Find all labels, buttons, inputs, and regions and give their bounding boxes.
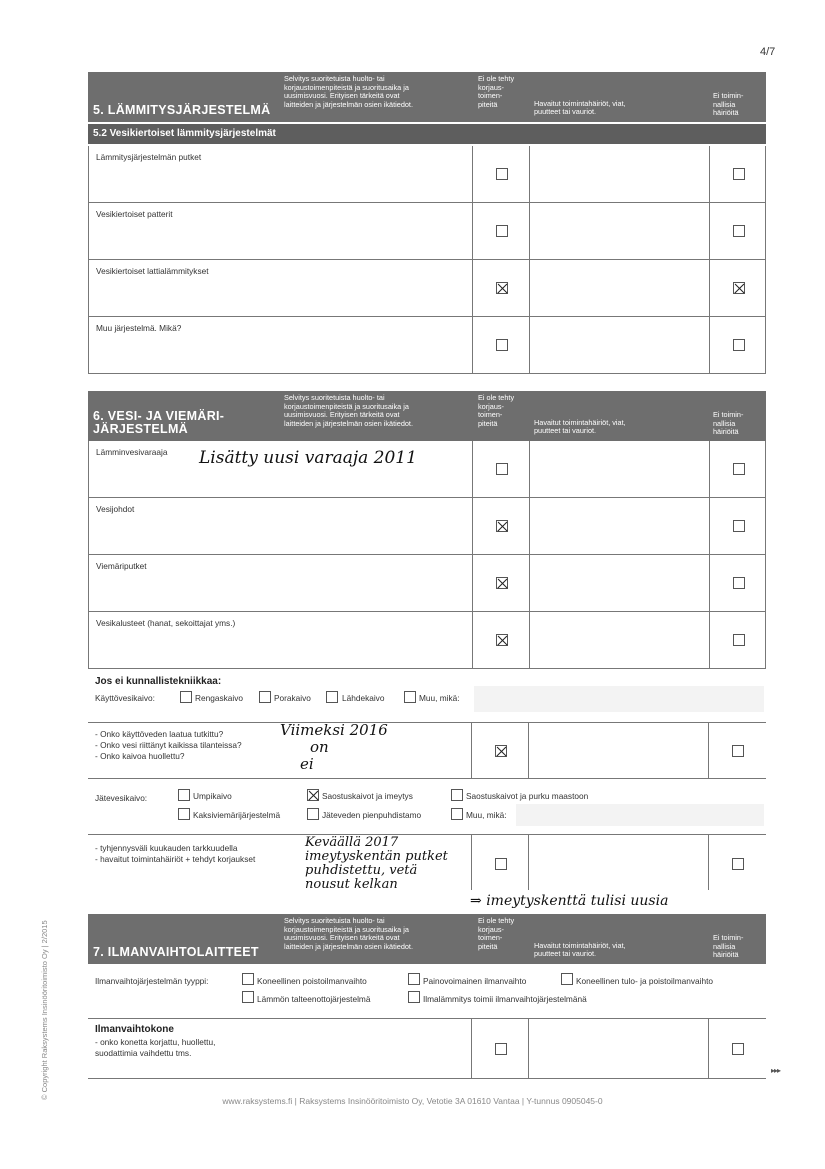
section5-table [88,146,766,374]
row-label: Lämmitysjärjestelmän putket [96,152,202,162]
option-label: Rengaskaivo [195,693,243,703]
table-row [89,203,765,260]
no-faults-checkbox[interactable] [733,634,745,646]
porakaivo-checkbox[interactable] [259,691,271,703]
well-other-checkbox[interactable] [404,691,416,703]
option-label: Kaksiviemärijärjestelmä [193,810,281,820]
option-label: Porakaivo [274,693,311,703]
ventilation-type-checkbox[interactable] [242,973,254,985]
arrow-icon: ⇒ [470,893,487,909]
col-no-faults: Ei toimin- nallisia häiriöitä [713,91,744,118]
section5-subtitle: 5.2 Vesikiertoiset lämmitysjärjestelmät [88,124,766,144]
col-no-action: Ei ole tehty korjaus- toimen- piteitä [478,393,515,428]
no-action-checkbox-checked[interactable] [496,520,508,532]
col-observed: Havaitut toimintahäiriöt, viat, puutteet tai vauriot. [534,940,626,959]
option-label: Lähdekaivo [342,693,385,703]
option-label: Muu, mikä: [419,693,460,703]
ventilation-type-checkbox[interactable] [408,991,420,1003]
no-faults-checkbox[interactable] [732,1043,744,1055]
kaksiviemari-checkbox[interactable] [178,808,190,820]
option-label: Umpikaivo [193,791,232,801]
row-label: Vesikalusteet (hanat, sekoittajat yms.) [96,618,236,628]
col-observed: Havaitut toimintahäiriöt, viat, puutteet tai vauriot. [534,417,626,436]
saostus-imeytys-checkbox-checked[interactable] [307,789,319,801]
option-label: Ilmalämmitys toimii ilmanvaihtojärjestelmänä [423,994,587,1004]
no-faults-checkbox[interactable] [733,577,745,589]
table-row [89,260,765,317]
option-label: Saostuskaivot ja purku maastoon [466,791,589,801]
no-action-checkbox[interactable] [496,339,508,351]
next-page-arrows: ▸▸▸ [771,1066,781,1075]
section5-title: 5. LÄMMITYSJÄRJESTELMÄ [93,103,271,117]
umpikaivo-checkbox[interactable] [178,789,190,801]
handwritten-note: Lisätty uusi varaaja 2011 [199,448,417,468]
table-row [89,612,765,669]
col-no-faults: Ei toimin- nallisia häiriöitä [713,410,744,437]
section6-header [88,391,766,441]
col-no-faults: Ei toimin- nallisia häiriöitä [713,933,744,960]
row-label: Viemäriputket [96,561,147,571]
section5-header [88,72,766,122]
no-action-checkbox-checked[interactable] [496,282,508,294]
saostus-purku-checkbox[interactable] [451,789,463,801]
no-action-checkbox-checked[interactable] [495,745,507,757]
row-label: Lämminvesivaraaja [96,447,168,457]
ventilation-type-checkbox[interactable] [408,973,420,985]
col-description: Selvitys suoritetuista huolto- tai korjaustoimenpiteistä ja suoritusaika ja uusimisvuosi. Erityisen tärkeitä ovat laitteiden ja järjestelmän osien ikätiedot. [284,74,413,109]
rengaskaivo-checkbox[interactable] [180,691,192,703]
well-other-field[interactable] [474,686,764,712]
col-observed: Havaitut toimintahäiriöt, viat, puutteet tai vauriot. [534,98,626,117]
handwritten-note: ⇒ imeytyskenttä tulisi uusia [470,893,669,909]
table-row [89,317,765,374]
row-label: Vesijohdot [96,504,135,514]
page-number: 4/7 [760,46,776,58]
option-label: Saostuskaivot ja imeytys [322,791,413,801]
col-no-action: Ei ole tehty korjaus- toimen- piteitä [478,916,515,951]
copyright-side-text: © Copyright Raksystems Insinööritoimisto Oy | 2/2015 [40,920,49,1100]
ventilation-type-checkbox[interactable] [242,991,254,1003]
option-label: Muu, mikä: [466,810,507,820]
section6-title: 6. VESI- JA VIEMÄRI- JÄRJESTELMÄ [93,409,225,436]
col-description: Selvitys suoritetuista huolto- tai korjaustoimenpiteistä ja suoritusaika ja uusimisvuosi. Erityisen tärkeitä ovat laitteiden ja järjestelmän osien ikätiedot. [284,393,413,428]
no-faults-checkbox[interactable] [733,463,745,475]
no-faults-checkbox-checked[interactable] [733,282,745,294]
row-label: Muu järjestelmä. Mikä? [96,323,182,333]
no-faults-checkbox[interactable] [733,168,745,180]
well-label: Käyttövesikaivo: [95,693,155,703]
handwritten-note: Viimeksi 2016 on ei [280,721,388,773]
option-label: Painovoimainen ilmanvaihto [423,976,527,986]
col-no-action: Ei ole tehty korjaus- toimen- piteitä [478,74,515,109]
table-row [89,441,765,498]
row-label: Vesikiertoiset patterit [96,209,173,219]
wastewater-other-field[interactable] [516,804,764,826]
questions-text: - Onko käyttöveden laatua tutkittu? - Onko vesi riittänyt kaikissa tilanteissa? - Onko kaivoa huollettu? [95,729,242,761]
emptying-text: - tyhjennysväli kuukauden tarkkuudella - havaitut toimintahäiriöt + tehdyt korjaukset [95,843,256,864]
option-label: Koneellinen tulo- ja poistoilmanvaihto [576,976,713,986]
table-row [89,146,765,203]
table-row [89,498,765,555]
table-row [89,555,765,612]
ventilation-unit-title: Ilmanvaihtokone [95,1024,174,1035]
no-action-checkbox[interactable] [496,463,508,475]
no-faults-checkbox[interactable] [732,858,744,870]
lahdekaivo-checkbox[interactable] [326,691,338,703]
ventilation-type-label: Ilmanvaihtojärjestelmän tyyppi: [95,976,209,986]
ventilation-unit-text: - onko konetta korjattu, huollettu, suodattimia vaihdettu tms. [95,1037,216,1058]
option-label: Lämmön talteenottojärjestelmä [257,994,371,1004]
municipal-heading: Jos ei kunnallistekniikkaa: [95,676,222,687]
section7-title: 7. ILMANVAIHTOLAITTEET [93,945,259,959]
no-faults-checkbox[interactable] [733,520,745,532]
no-action-checkbox[interactable] [495,1043,507,1055]
section6-table [88,441,766,669]
no-faults-checkbox[interactable] [732,745,744,757]
no-action-checkbox-checked[interactable] [496,577,508,589]
wastewater-other-checkbox[interactable] [451,808,463,820]
col-description: Selvitys suoritetuista huolto- tai korjaustoimenpiteistä ja suoritusaika ja uusimisvuosi. Erityisen tärkeitä ovat laitteiden ja järjestelmän osien ikätiedot. [284,916,413,951]
option-label: Koneellinen poistoilmanvaihto [257,976,367,986]
no-faults-checkbox[interactable] [733,225,745,237]
no-faults-checkbox[interactable] [733,339,745,351]
wastewater-label: Jätevesikaivo: [95,793,148,803]
no-action-checkbox[interactable] [495,858,507,870]
section7-header [88,914,766,964]
row-label: Vesikiertoiset lattialämmitykset [96,266,209,276]
no-action-checkbox[interactable] [496,168,508,180]
option-label: Jäteveden pienpuhdistamo [322,810,422,820]
footer: www.raksystems.fi | Raksystems Insinööritoimisto Oy, Vetotie 3A 01610 Vantaa | Y-tunnus 0905045-0 [222,1096,603,1106]
no-action-checkbox[interactable] [496,225,508,237]
ventilation-type-checkbox[interactable] [561,973,573,985]
handwritten-note: Keväällä 2017 imeytyskentän putket puhdistettu, vetä nousut kelkan [305,835,448,892]
no-action-checkbox-checked[interactable] [496,634,508,646]
pienpuhdistamo-checkbox[interactable] [307,808,319,820]
